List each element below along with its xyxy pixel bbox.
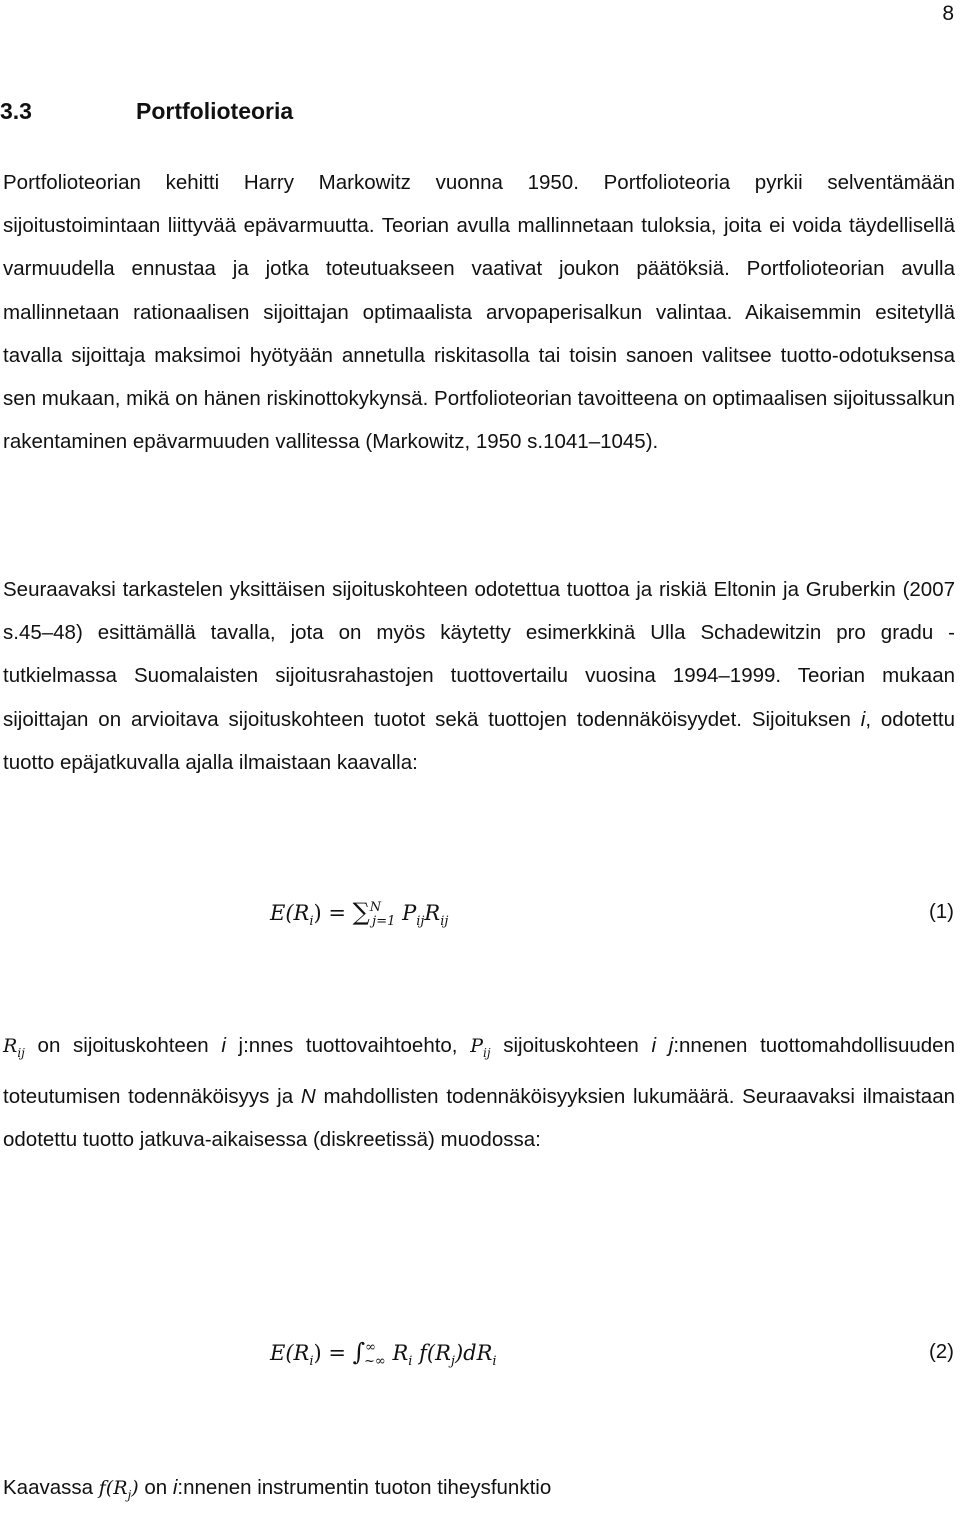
formula-2-expression <box>270 1338 497 1369</box>
integral-lower-limit: ~∞ <box>364 1354 386 1369</box>
term-d: dR <box>463 1341 493 1365</box>
integral-upper-limit: ∞ <box>365 1340 377 1355</box>
term-r: R <box>424 901 441 925</box>
integral-symbol: ∫ <box>352 1338 366 1366</box>
term-f-open: (R <box>426 1341 451 1365</box>
variable-i: i <box>172 1476 178 1499</box>
variable-n: N <box>300 1085 316 1109</box>
formula-lhs: E(R <box>270 901 310 925</box>
inline-p-ij: $P_{ij}$ <box>470 1035 491 1060</box>
formula-subscript: i <box>309 1354 314 1369</box>
formula-subscript: i <box>309 914 314 929</box>
paragraph-text: , odotettu tuotto epäjatkuvalla ajalla ilmaistaan kaavalla: <box>3 707 955 774</box>
formula-2 <box>0 1334 960 1384</box>
variable-i: i <box>860 707 866 731</box>
equation-number-1: (1) <box>928 900 954 923</box>
formula-equals: ) = <box>313 1341 353 1365</box>
paragraph-text: :nnenen tuottomahdollisuuden toteutumisen todennäköisyys ja <box>3 1034 955 1109</box>
paragraph-intro: Portfolioteorian kehitti Harry Markowitz vuonna 1950. Portfolioteoria pyrkii selventämään sijoitustoimintaan liittyvää epävarmuutta. Teorian avulla mallinnetaan tuloksia, joita ei voida täydellisellä varmuudella ennustaa ja jotka toteutuakseen vaativat joukon päätöksiä. Portfolioteorian avulla mallinnetaan rationaalisen sijoittajan optimaalista arvopaperisalkun valintaa. Aikaisemmin esitetyllä tavalla sijoittaja maksimoi hyötyään annetulla riskitasolla tai toisin sanoen valitsee tuotto-odotuksensa sen mukaan, mikä on hänen riskinottokykynsä. Portfolioteorian tavoitteena on optimaalisen sijoitussalkun rakentaminen epävarmuuden vallitessa (Markowitz, 1950 s.1041–1045). <box>3 171 955 454</box>
paragraph-text: j:nnes tuottovaihtoehto, <box>225 1034 471 1057</box>
paragraph-text: sijoituskohteen <box>490 1034 652 1057</box>
equation-number-2: (2) <box>928 1340 954 1363</box>
term-d-subscript: i <box>492 1354 497 1369</box>
section-title: Portfolioteoria <box>136 98 294 124</box>
page-number: 8 <box>942 2 954 25</box>
formula-1-expression <box>270 898 448 929</box>
term-f-close: ) <box>454 1341 464 1365</box>
section-number: 3.3 <box>0 98 32 124</box>
inline-f-rj: $f(R_j)$ <box>98 1477 139 1502</box>
sum-symbol: ∑ <box>352 898 370 926</box>
formula-1 <box>0 894 960 944</box>
term-f-subscript: j <box>450 1354 455 1369</box>
formula-equals: ) = <box>313 901 353 925</box>
term-r: R <box>392 1341 409 1365</box>
paragraph-expected-return <box>3 568 955 784</box>
paragraph-text: Seuraavaksi tarkastelen yksittäisen sijoituskohteen odotettua tuottoa ja riskiä Eltonin ja Gruberkin (2007 s.45–48) esittämällä tavalla, jota on myös käytetty esimerkkinä Ulla Schadewitzin pro gradu -tutkielmassa Suomalaisten sijoitusrahastojen tuottovertailu vuosina 1994–1999. Teorian mukaan sijoittajan on arvioitava sijoituskohteen tuotot sekä tuottojen todennäköisyydet. Sijoituksen <box>3 578 955 731</box>
paragraph-text <box>656 1034 669 1057</box>
paragraph-text: on sijoituskohteen <box>24 1034 222 1057</box>
formula-lhs: E(R <box>270 1341 310 1365</box>
sum-upper-limit: N <box>369 900 382 915</box>
caption-density-function: Kaavassa $f(R_j)$ on i:nnenen instrumentin tuoton tiheysfunktio <box>3 1476 552 1502</box>
section-heading <box>0 98 293 125</box>
caption-text: :nnenen instrumentin tuoton tiheysfunktio <box>177 1476 552 1499</box>
term-r-subscript: ij <box>440 914 449 929</box>
sum-lower-limit: j=1 <box>372 914 396 929</box>
variable-i: i <box>651 1034 657 1057</box>
variable-i: i <box>221 1034 226 1057</box>
inline-r-ij: $R_{ij}$ <box>3 1035 25 1060</box>
variable-j: j <box>668 1034 674 1057</box>
term-p-subscript: ij <box>416 914 425 929</box>
term-p: P <box>402 901 417 925</box>
caption-text: Kaavassa <box>3 1476 99 1499</box>
paragraph-text: mahdollisten todennäköisyyksien lukumäärä. Seuraavaksi ilmaistaan odotettu tuotto jatkuva-aikaisessa (diskreetissä) muodossa: <box>3 1085 955 1152</box>
paragraph-definitions <box>3 1024 955 1162</box>
term-f: f <box>419 1341 427 1365</box>
term-r-subscript: i <box>408 1354 413 1369</box>
